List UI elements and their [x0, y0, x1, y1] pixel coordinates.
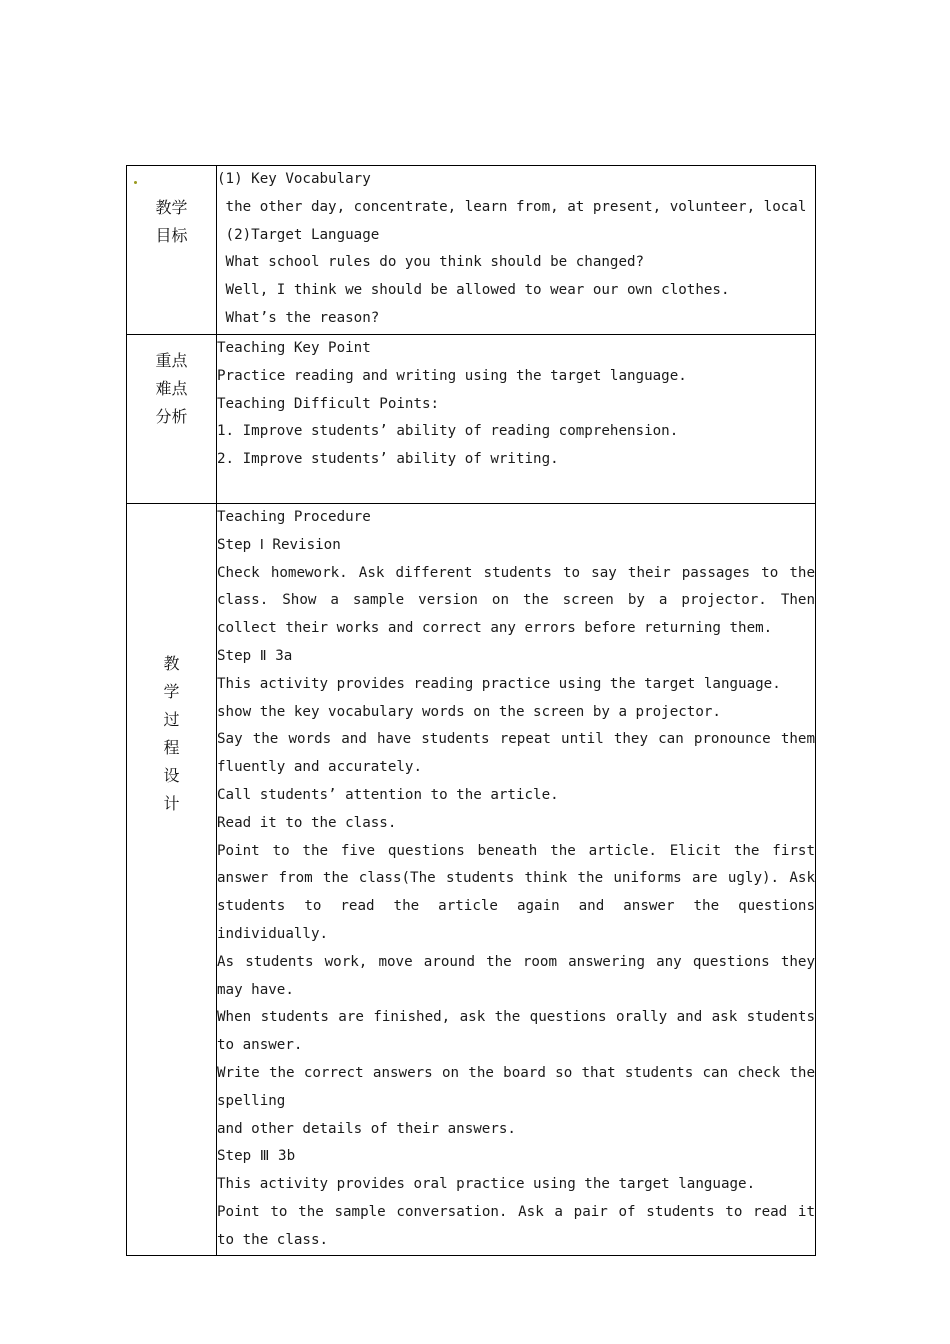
text-line: Practice reading and writing using the target language.	[217, 367, 687, 384]
text-line: Step Ⅲ 3b	[217, 1148, 296, 1165]
label-objectives	[127, 194, 216, 250]
text-line: the other day, concentrate, learn from, at present, volunteer, local	[217, 198, 807, 215]
label-cell-procedure	[127, 504, 217, 1256]
label-char: 学	[163, 682, 180, 701]
text-line: individually.	[217, 925, 329, 942]
text-line: This activity provides oral practice using the target language.	[217, 1176, 756, 1193]
content-cell-procedure	[217, 504, 816, 1256]
text-line: (2)Target Language	[217, 226, 380, 243]
label-char: 教	[163, 654, 180, 673]
label-char: 程	[163, 738, 180, 757]
text-line: Check homework. Ask different students to say their passages to the	[217, 564, 815, 581]
text-line: Say the words and have students repeat until they can pronounce them	[217, 731, 815, 748]
text-line: 1. Improve students’ ability of reading comprehension.	[217, 423, 679, 440]
text-line: collect their works and correct any errors before returning them.	[217, 620, 773, 637]
label-procedure	[127, 650, 216, 818]
content-cell-objectives	[217, 166, 816, 335]
text-line: 2. Improve students’ ability of writing.	[217, 451, 559, 468]
text-line: students to read the article again and answer the questions	[217, 898, 815, 915]
text-line: Well, I think we should be allowed to wear our own clothes.	[217, 282, 730, 299]
text-line: Step Ⅱ 3a	[217, 647, 293, 664]
label-cell-objectives	[127, 166, 217, 335]
text-line: Teaching Difficult Points:	[217, 395, 440, 412]
text-line: What’s the reason?	[217, 309, 380, 326]
text-line: to answer.	[217, 1037, 303, 1054]
text-line: fluently and accurately.	[217, 759, 422, 776]
text-line: Point to the sample conversation. Ask a pair of students to read it	[217, 1203, 815, 1220]
text-line: Step Ⅰ Revision	[217, 536, 341, 553]
text-line: Call students’ attention to the article.	[217, 786, 559, 803]
text-line: answer from the class(The students think the uniforms are ugly). Ask	[217, 870, 815, 887]
content-cell-key-points	[217, 335, 816, 504]
text-line: Teaching Key Point	[217, 340, 371, 356]
text-line: show the key vocabulary words on the screen by a projector.	[217, 703, 721, 720]
text-line: Write the correct answers on the board so that students can check the	[217, 1064, 815, 1081]
text-line: may have.	[217, 981, 294, 998]
text-line: This activity provides reading practice using the target language.	[217, 675, 781, 692]
text-line: Teaching Procedure	[217, 509, 371, 525]
label-char: 过	[163, 710, 180, 729]
text-line: As students work, move around the room answering any questions they	[217, 953, 815, 970]
row-key-points	[127, 335, 816, 504]
text-line: Read it to the class.	[217, 814, 397, 831]
label-char: 教学	[155, 198, 188, 217]
text-line: Point to the five questions beneath the article. Elicit the first	[217, 842, 815, 859]
text-line: When students are finished, ask the questions orally and ask students	[217, 1009, 815, 1026]
text-line: (1) Key Vocabulary	[217, 171, 371, 187]
text-line: and other details of their answers.	[217, 1120, 516, 1137]
lesson-plan-table	[126, 165, 816, 1256]
label-char: 难点	[155, 379, 188, 398]
label-char: 重点	[155, 351, 188, 370]
label-char: 目标	[155, 226, 188, 245]
row-teaching-procedure	[127, 504, 816, 1256]
label-char: 设	[163, 766, 180, 785]
label-key-points	[127, 347, 216, 431]
label-char: 分析	[155, 407, 188, 426]
row-teaching-objectives	[127, 166, 816, 335]
text-line: What school rules do you think should be changed?	[217, 254, 645, 271]
label-cell-key-points	[127, 335, 217, 504]
label-char: 计	[163, 794, 180, 813]
text-line: to the class.	[217, 1231, 329, 1248]
text-line: spelling	[217, 1092, 286, 1109]
text-line: class. Show a sample version on the screen by a projector. Then	[217, 592, 815, 609]
